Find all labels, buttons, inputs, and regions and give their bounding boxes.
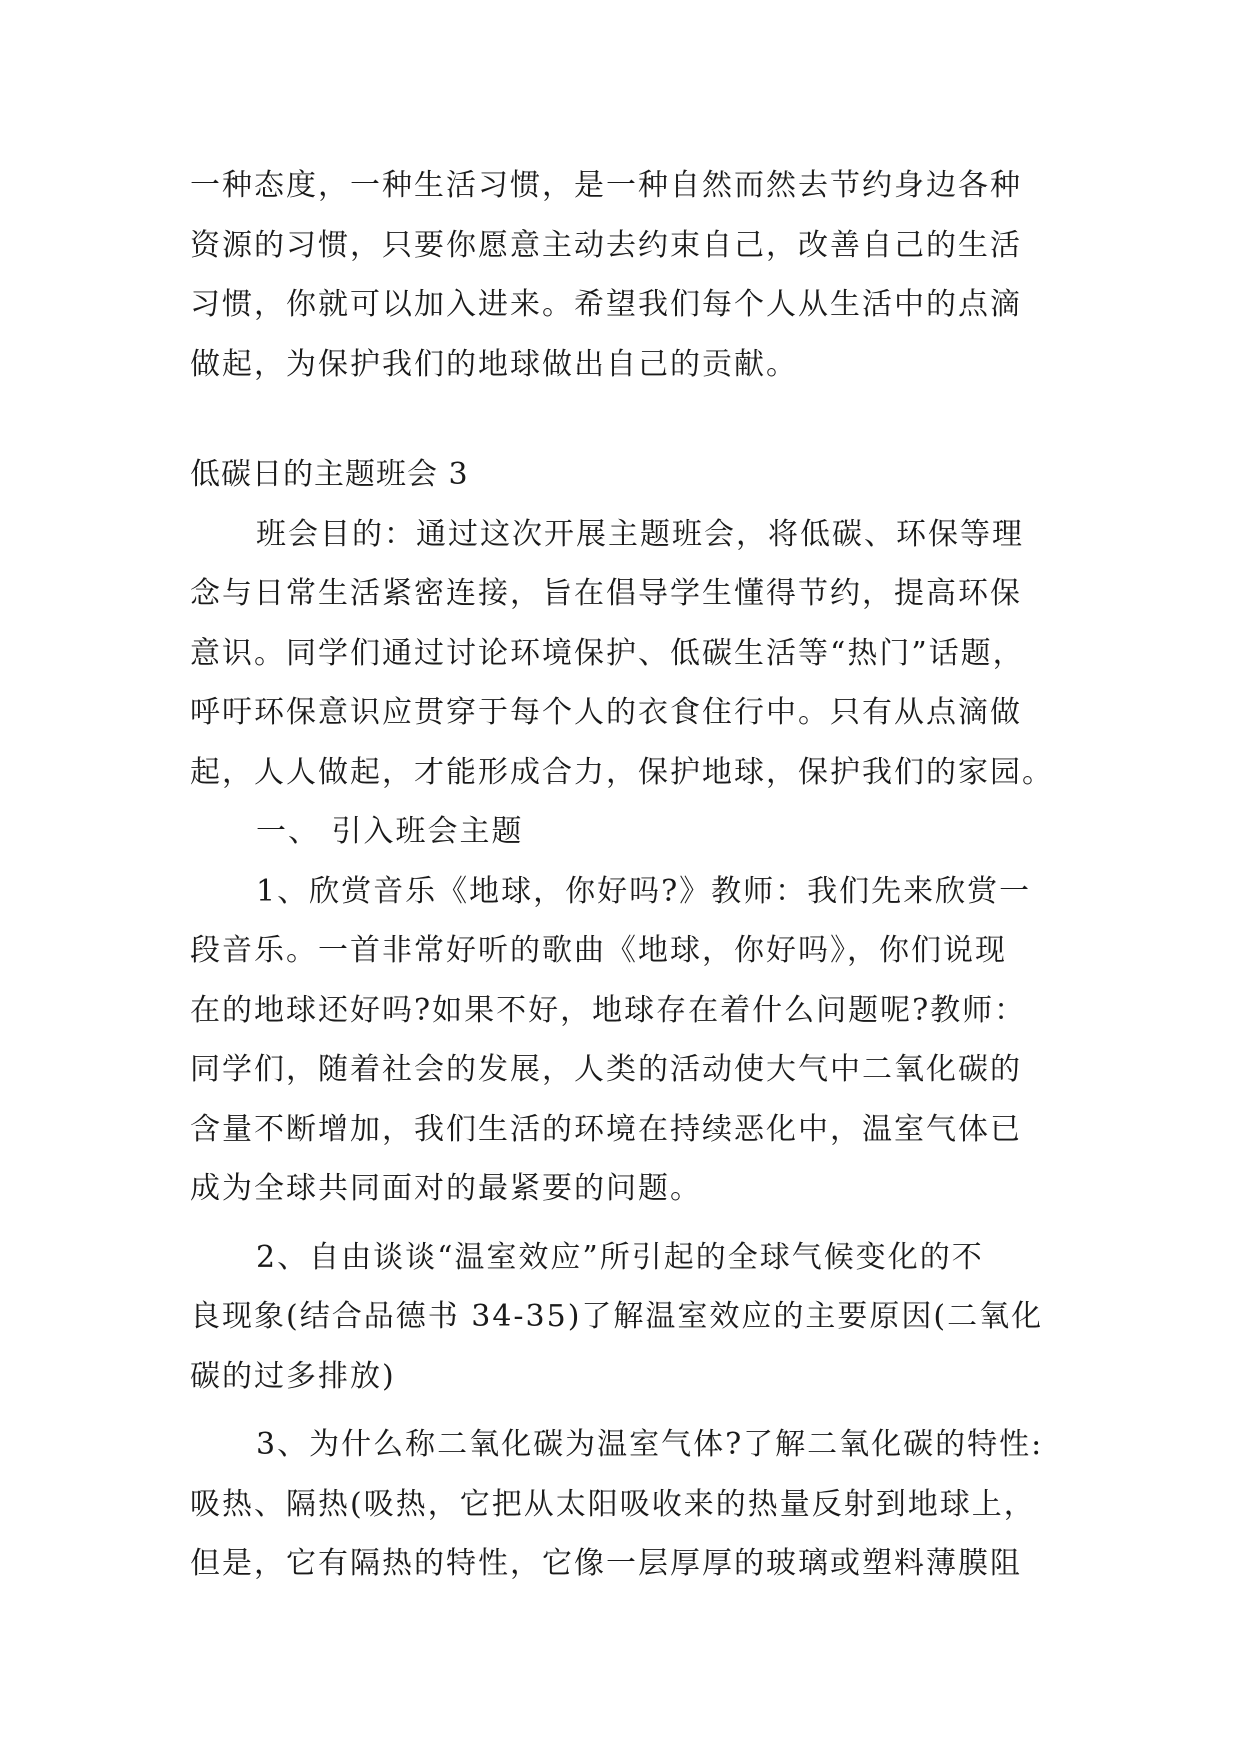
text-line: 做起，为保护我们的地球做出自己的贡献。 xyxy=(190,346,798,382)
text-line: 但是，它有隔热的特性，它像一层厚厚的玻璃或塑料薄膜阻 xyxy=(190,1546,1022,1581)
text-line: 碳的过多排放) xyxy=(190,1358,396,1394)
text-line: 起，人人做起，才能形成合力，保护地球，保护我们的家园。 xyxy=(190,754,1054,790)
text-line: 吸热、隔热(吸热，它把从太阳吸收来的热量反射到地球上， xyxy=(190,1486,1036,1522)
text-line: 在的地球还好吗?如果不好，地球存在着什么问题呢?教师： xyxy=(190,992,1027,1028)
document-body xyxy=(190,156,1052,1594)
text-line: 良现象(结合品德书 34-35)了解温室效应的主要原因(二氧化 xyxy=(190,1299,1044,1334)
text-line: 资源的习惯，只要你愿意主动去约束自己，改善自己的生活 xyxy=(190,227,1022,263)
text-line: 一种态度，一种生活习惯，是一种自然而然去节约身边各种 xyxy=(190,168,1022,203)
item-2-paragraph xyxy=(190,1228,1052,1407)
text-line: 同学们，随着社会的发展，人类的活动使大气中二氧化碳的 xyxy=(190,1052,1022,1087)
purpose-paragraph xyxy=(190,505,1052,803)
text-line: 2、自由谈谈“温室效应”所引起的全球气候变化的不 xyxy=(256,1239,984,1275)
text-line: 习惯，你就可以加入进来。希望我们每个人从生活中的点滴 xyxy=(190,287,1022,322)
section-title: 低碳日的主题班会 3 xyxy=(190,457,469,492)
text-line: 含量不断增加，我们生活的环境在持续恶化中，温室气体已 xyxy=(190,1111,1022,1147)
text-line: 段音乐。一首非常好听的歌曲《地球，你好吗》，你们说现 xyxy=(190,933,1007,968)
intro-paragraph xyxy=(190,156,1052,394)
text-line: 成为全球共同面对的最紧要的问题。 xyxy=(190,1171,702,1206)
text-line: 意识。同学们通过讨论环境保护、低碳生活等“热门”话题， xyxy=(190,635,1025,671)
text-line: 班会目的：通过这次开展主题班会，将低碳、环保等理 xyxy=(256,516,1024,552)
item-3-paragraph xyxy=(190,1415,1052,1594)
part-one-heading: 一、 引入班会主题 xyxy=(256,814,524,849)
text-line: 念与日常生活紧密连接，旨在倡导学生懂得节约，提高环保 xyxy=(190,576,1022,611)
text-line: 3、为什么称二氧化碳为温室气体?了解二氧化碳的特性: xyxy=(256,1427,1044,1462)
item-1-paragraph xyxy=(190,862,1052,1219)
text-line: 1、欣赏音乐《地球，你好吗?》教师：我们先来欣赏一 xyxy=(256,873,1032,909)
text-line: 呼吁环保意识应贯穿于每个人的衣食住行中。只有从点滴做 xyxy=(190,695,1022,730)
